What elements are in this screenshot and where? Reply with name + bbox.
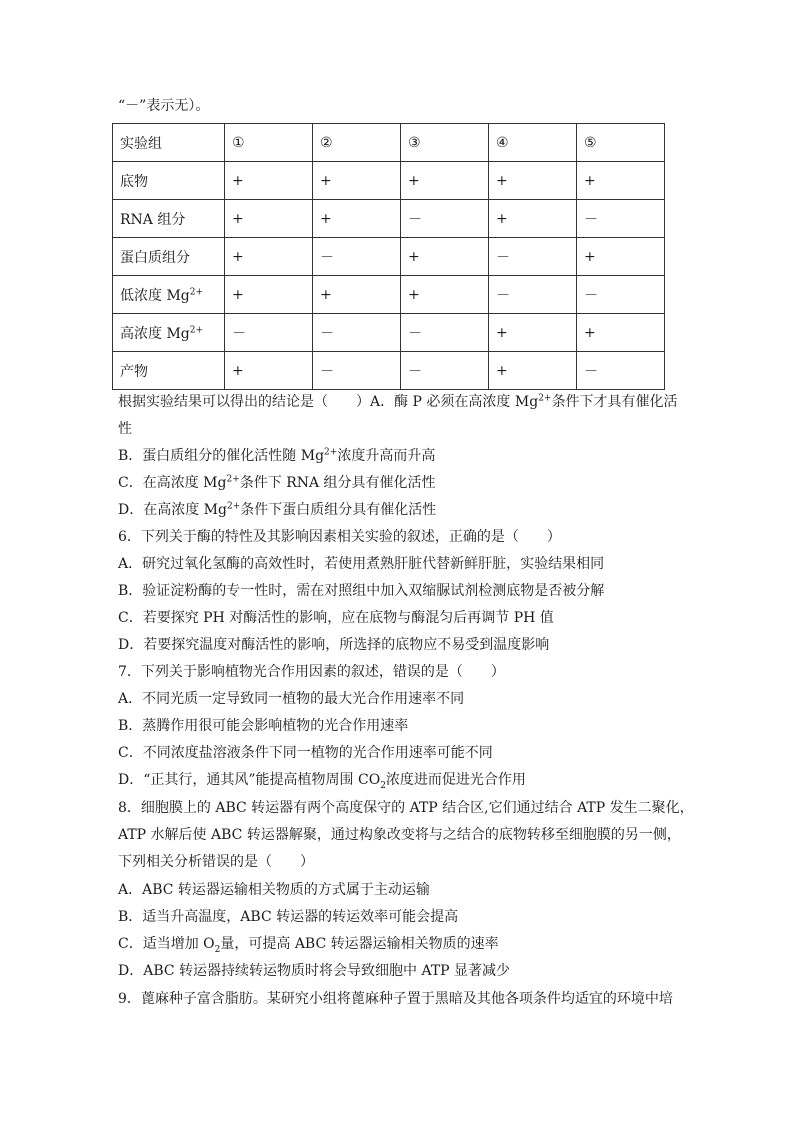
q7-option-d-text-end: 浓度进而促进光合作用 xyxy=(385,772,526,788)
table-cell: + xyxy=(489,162,577,200)
q7-option-d xyxy=(118,770,526,790)
table-cell: － xyxy=(313,314,401,352)
row-label: 底物 xyxy=(113,162,225,200)
table-row xyxy=(113,162,665,200)
table-cell: + xyxy=(225,352,313,390)
row-label-text: 高浓度 Mg xyxy=(120,325,190,342)
q5-stem-cont: 性 xyxy=(118,421,132,437)
q5-option-c-sup: 2+ xyxy=(226,474,240,485)
table-row xyxy=(113,238,665,276)
table-cell: + xyxy=(401,162,489,200)
row-label-sup: 2+ xyxy=(189,286,204,297)
q8-option-c xyxy=(118,934,499,954)
table-cell: － xyxy=(577,352,665,390)
q5-stem-text: 根据实验结果可以得出的结论是（ ）A．酶 P 必须在高浓度 Mg xyxy=(118,394,539,410)
q8-option-c-text: C．适当增加 O xyxy=(118,936,215,952)
table-cell: + xyxy=(401,238,489,276)
q5-stem-sup: 2+ xyxy=(538,393,552,404)
row-label-sup: 2+ xyxy=(189,324,204,335)
table-header-cell: ③ xyxy=(401,124,489,162)
table-cell: － xyxy=(489,238,577,276)
table-cell: + xyxy=(313,200,401,238)
q5-option-d-text-end: 条件下蛋白质组分具有催化活性 xyxy=(240,502,437,518)
q5-option-d-text: D．在高浓度 Mg xyxy=(118,502,227,518)
table-header-cell: ④ xyxy=(489,124,577,162)
intro-fragment: “－”表示无）。 xyxy=(118,98,210,114)
q7-option-d-text: D．“正其行，通其风”能提高植物周围 CO xyxy=(118,772,381,788)
table-cell: + xyxy=(313,162,401,200)
table-cell: － xyxy=(225,314,313,352)
q5-stem-text-end: 条件下才具有催化活 xyxy=(551,394,678,410)
q7-stem: 7．下列关于影响植物光合作用因素的叙述，错误的是（ ） xyxy=(118,664,505,680)
q8-option-d: D．ABC 转运器持续转运物质时将会导致细胞中 ATP 显著减少 xyxy=(118,963,511,979)
q5-option-b-sup: 2+ xyxy=(324,447,338,458)
table-cell: + xyxy=(225,276,313,314)
q8-option-b: B．适当升高温度，ABC 转运器的转运效率可能会提高 xyxy=(118,909,459,925)
table-cell: + xyxy=(225,162,313,200)
q8-option-a: A．ABC 转运器运输相关物质的方式属于主动运输 xyxy=(118,882,430,898)
table-cell: + xyxy=(577,314,665,352)
q5-option-b xyxy=(118,446,435,466)
table-cell: + xyxy=(489,200,577,238)
row-label xyxy=(113,314,225,352)
q6-stem: 6．下列关于酶的特性及其影响因素相关实验的叙述，正确的是（ ） xyxy=(118,529,561,545)
q6-option-a: A．研究过氧化氢酶的高效性时，若使用煮熟肝脏代替新鲜肝脏，实验结果相同 xyxy=(118,556,605,572)
table-cell: － xyxy=(313,238,401,276)
table-cell: + xyxy=(489,314,577,352)
table-cell: － xyxy=(401,314,489,352)
table-row xyxy=(113,276,665,314)
q5-stem xyxy=(118,392,677,412)
q8-option-c-sub: 2 xyxy=(214,944,221,955)
q7-option-a: A．不同光质一定导致同一植物的最大光合作用速率不同 xyxy=(118,691,465,707)
table-cell: － xyxy=(577,276,665,314)
table-cell: + xyxy=(313,276,401,314)
table-header-cell: 实验组 xyxy=(113,124,225,162)
table-header-cell: ⑤ xyxy=(577,124,665,162)
table-cell: － xyxy=(577,200,665,238)
q7-option-d-sub: 2 xyxy=(380,780,386,791)
table-header-cell: ② xyxy=(313,124,401,162)
q8-stem-line-2: ATP 水解后使 ABC 转运器解聚，通过构象改变将与之结合的底物转移至细胞膜的另一侧， xyxy=(118,827,681,843)
table-cell: + xyxy=(577,238,665,276)
q5-option-c-text-end: 条件下 RNA 组分具有催化活性 xyxy=(239,475,436,491)
q8-option-c-text-end: 量，可提高 ABC 转运器运输相关物质的速率 xyxy=(220,936,499,952)
table-row xyxy=(113,352,665,390)
table-cell: + xyxy=(401,276,489,314)
q6-option-c: C．若要探究 PH 对酶活性的影响，应在底物与酶混匀后再调节 PH 值 xyxy=(118,610,554,626)
table-cell: － xyxy=(489,276,577,314)
q7-option-b: B．蒸腾作用很可能会影响植物的光合作用速率 xyxy=(118,718,409,734)
row-label: 蛋白质组分 xyxy=(113,238,225,276)
q5-option-d-sup: 2+ xyxy=(226,501,241,512)
q5-option-d xyxy=(118,500,436,520)
table-header-row xyxy=(113,124,665,162)
q6-option-b: B．验证淀粉酶的专一性时，需在对照组中加入双缩脲试剂检测底物是否被分解 xyxy=(118,583,605,599)
experiment-table xyxy=(112,123,665,390)
row-label-text: 低浓度 Mg xyxy=(120,287,190,304)
row-label: RNA 组分 xyxy=(113,200,225,238)
row-label: 产物 xyxy=(113,352,225,390)
table-cell: － xyxy=(313,352,401,390)
q5-option-c-text: C．在高浓度 Mg xyxy=(118,475,227,491)
q5-option-c xyxy=(118,473,436,493)
q7-option-c: C．不同浓度盐溶液条件下同一植物的光合作用速率可能不同 xyxy=(118,745,493,761)
row-label xyxy=(113,276,225,314)
q6-option-d: D．若要探究温度对酶活性的影响，所选择的底物应不易受到温度影响 xyxy=(118,637,550,653)
table-cell: + xyxy=(489,352,577,390)
table-row xyxy=(113,314,665,352)
table-cell: － xyxy=(401,352,489,390)
table-cell: + xyxy=(577,162,665,200)
table-header-cell: ① xyxy=(225,124,313,162)
q9-stem: 9．蓖麻种子富含脂肪。某研究小组将蓖麻种子置于黑暗及其他各项条件均适宜的环境中培 xyxy=(118,991,673,1007)
table-cell: + xyxy=(225,238,313,276)
q8-stem-line-3: 下列相关分析错误的是（ ） xyxy=(118,854,314,870)
table-cell: － xyxy=(401,200,489,238)
q8-stem-line-1: 8．细胞膜上的 ABC 转运器有两个高度保守的 ATP 结合区,它们通过结合 ATP 发生二聚化， xyxy=(118,800,694,816)
q5-option-b-text-end: 浓度升高而升高 xyxy=(337,448,436,464)
q5-option-b-text: B．蛋白质组分的催化活性随 Mg xyxy=(118,448,325,464)
table-row xyxy=(113,200,665,238)
table-cell: + xyxy=(225,200,313,238)
